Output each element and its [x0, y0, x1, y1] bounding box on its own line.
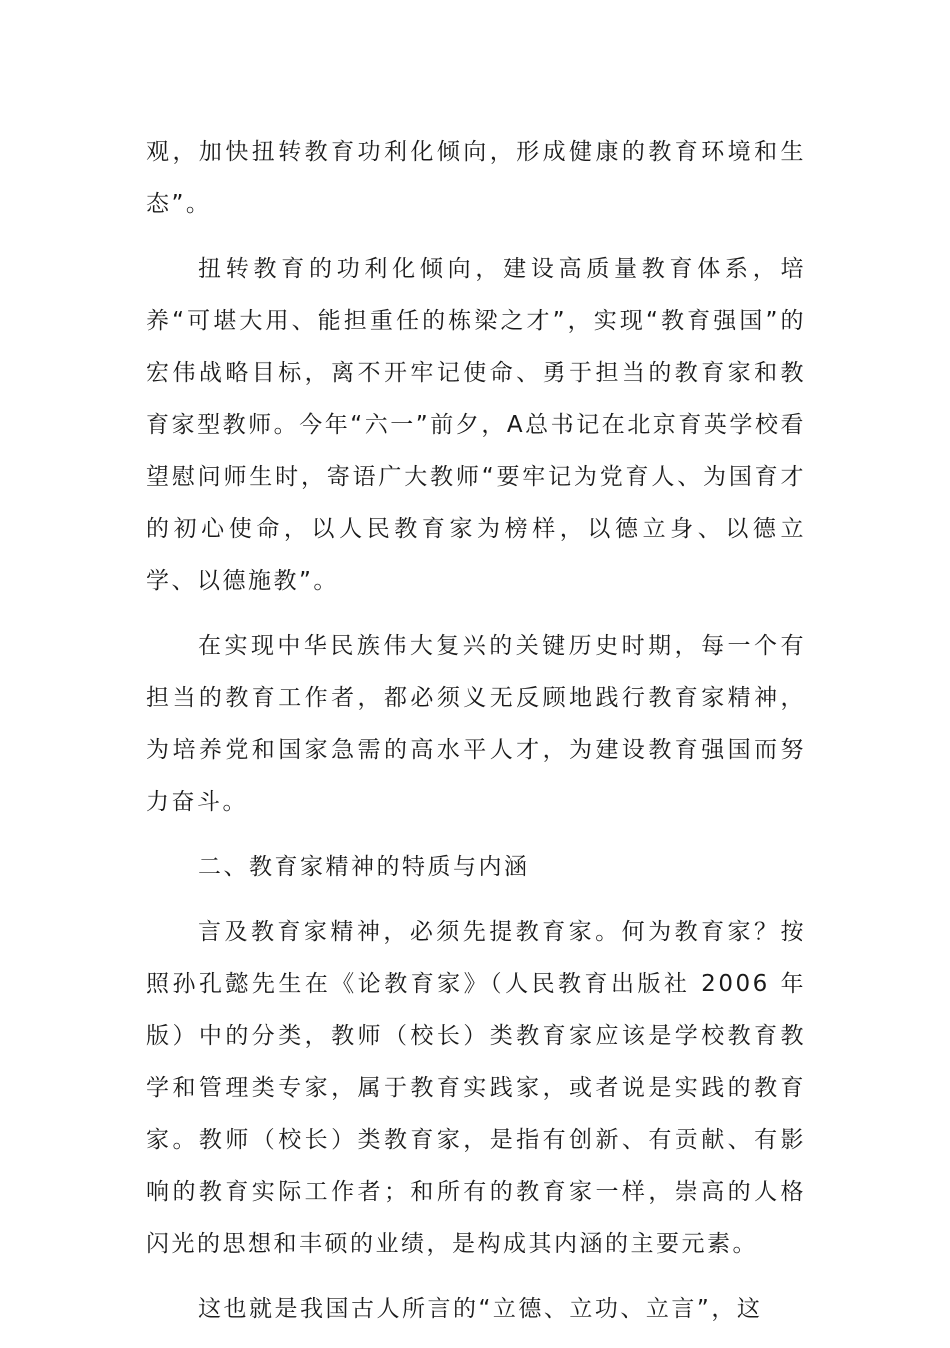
paragraph-li-de-li-gong-li-yan: 这也就是我国古人所言的“立德、立功、立言”，这 — [198, 1296, 763, 1322]
paragraph-historical-period: 在实现中华民族伟大复兴的关键历史时期，每一个有担当的教育工作者，都必须义无反顾地践行教育家精神，为培养党和国家急需的高水平人才，为建设教育强国而努力奋斗。 — [146, 633, 806, 815]
paragraph-utilitarian-tendency: 扭转教育的功利化倾向，建设高质量教育体系，培养“可堪大用、能担重任的栋梁之才”，实现“教育强国”的宏伟战略目标，离不开牢记使命、勇于担当的教育家和教育家型教师。今年“六一”前夕，A总书记在北京育英学校看望慰问师生时，寄语广大教师“要牢记为党育人、为国育才的初心使命，以人民教育家为榜样，以德立身、以德立学、以德施教”。 — [146, 256, 806, 594]
section-heading: 二、教育家精神的特质与内涵 — [198, 854, 530, 880]
paragraph-continuation: 观，加快扭转教育功利化倾向，形成健康的教育环境和生态”。 — [146, 139, 806, 217]
document-body — [146, 126, 806, 1348]
paragraph-what-is-educator: 言及教育家精神，必须先提教育家。何为教育家？按照孙孔懿先生在《论教育家》（人民教育出版社 2006 年版）中的分类，教师（校长）类教育家应该是学校教育教学和管理类专家，属于教育实践家，或者说是实践的教育家。教师（校长）类教育家，是指有创新、有贡献、有影响的教育实际工作者；和所有的教育家一样，崇高的人格闪光的思想和丰硕的业绩，是构成其内涵的主要元素。 — [146, 919, 806, 1257]
